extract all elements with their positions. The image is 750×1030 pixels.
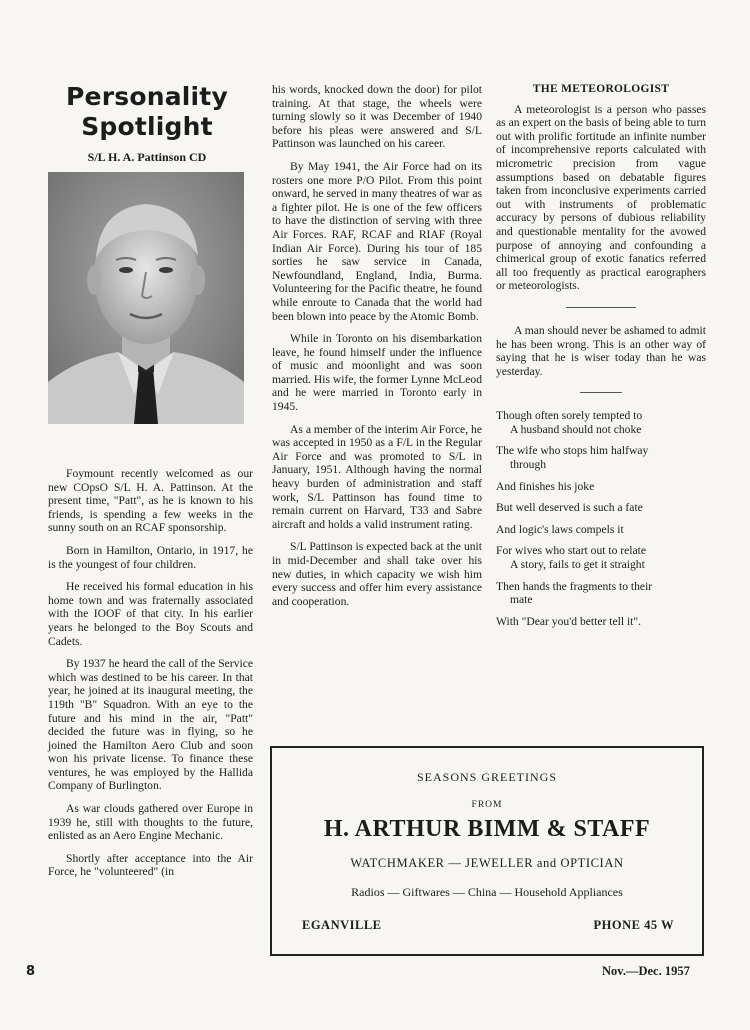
sidebar-column xyxy=(496,83,706,636)
ad-town: EGANVILLE xyxy=(302,918,382,932)
article-paragraph: Born in Hamilton, Ontario, in 1917, he is the youngest of four children. xyxy=(48,543,253,571)
article-paragraph: Shortly after acceptance into the Air Force, he "volunteered" (in xyxy=(48,851,253,879)
poem-line: And logic's laws compels it xyxy=(496,522,624,536)
poem xyxy=(496,409,706,628)
article-paragraph: Foymount recently welcomed as our new COpsO S/L H. A. Pattinson. At the present time, "Patt", as he is known to his friends, is spending a few weeks in the sunny south on an RCAF sponsorship. xyxy=(48,467,253,535)
article-paragraph: S/L Pattinson is expected back at the unit in mid-December and shall take over his new duties, in which capacity we wish him every success and offer him every assistance and cooperation. xyxy=(272,540,482,608)
ad-goods: Radios — Giftwares — China — Household Appliances xyxy=(351,885,623,899)
article-title xyxy=(48,82,246,142)
poem-line: Then hands the fragments to their mate xyxy=(496,579,653,607)
article-paragraph: He received his formal education in his home town and was fraternally associated with the IOOF of that city. In his earlier years he belonged to the Boy Scouts and Cadets. xyxy=(48,580,253,648)
article-column-1 xyxy=(48,467,253,888)
poem-line: Though often sorely tempted to A husband should not choke xyxy=(496,409,643,436)
ad-business-name: H. ARTHUR BIMM & STAFF xyxy=(323,816,651,842)
article-paragraph: By May 1941, the Air Force had on its rosters one more P/O Pilot. From this point onward, he served in many theatres of war as a fighter pilot. He is one of the few officers to have the distinction of serving with three Air Forces. RAF, RCAF and RIAF (Royal Indian Air Force). During his tour of 185 sorties he saw service in Canada, Newfoundland, England, India, Burma. Volunteering for the Pacific theatre, he found while enroute to Canada that the world had been blown into peace by the Atomic Bomb. xyxy=(272,159,482,323)
page-number: 8 xyxy=(26,964,36,979)
title-line-2: Spotlight xyxy=(81,112,213,141)
title-line-1: Personality xyxy=(66,82,228,111)
ad-from: FROM xyxy=(471,800,503,810)
advertisement-box xyxy=(270,746,704,956)
poem-line: The wife who stops him halfway through xyxy=(496,444,649,472)
ad-trade: WATCHMAKER — JEWELLER and OPTICIAN xyxy=(350,856,624,870)
poem-line: With "Dear you'd better tell it". xyxy=(496,614,642,628)
article-paragraph: By 1937 he heard the call of the Service which was destined to be his career. In that year, he joined at its inaugural meeting, the 119th "B" Squadron. With an eye to the future and his mind in the air, "Patt" decided the future was in flying, so he joined the Hamilton Aero Club and soon won his private license. To finance these ventures, he was employed by the Hallida Company of Burlington. xyxy=(48,657,253,793)
divider-rule xyxy=(566,307,636,308)
poem-line: But well deserved is such a fate xyxy=(496,501,643,515)
poem-line: For wives who start out to relate A story, fails to get it straight xyxy=(496,544,647,572)
divider-rule xyxy=(580,392,622,393)
article-paragraph: his words, knocked down the door) for pilot training. At that stage, the wheels were turning slowly so it was December of 1940 before his pleas were answered and S/L Pattinson was launched on his career. xyxy=(272,83,482,151)
portrait-photo-icon xyxy=(48,172,244,424)
ad-phone: PHONE 45 W xyxy=(593,918,674,932)
sidebar-heading: THE METEOROLOGIST xyxy=(532,83,670,95)
issue-date: Nov.—Dec. 1957 xyxy=(602,964,690,978)
poem-line: And finishes his joke xyxy=(496,479,595,493)
article-column-2 xyxy=(272,83,482,617)
sidebar-saying: A man should never be ashamed to admit he has been wrong. This is an other way of saying that he is wiser today than he was yesterday. xyxy=(496,323,706,378)
article-paragraph: As war clouds gathered over Europe in 1939 he, still with thoughts to the future, enlisted as an Aero Engine Mechanic. xyxy=(48,802,253,843)
article-paragraph: As a member of the interim Air Force, he was accepted in 1950 as a F/L in the Regular Air Force and was promoted to S/L in January, 1951. Although having the normal heavy burden of administration and staff work, S/L Pattinson has found time to remain current on Harvard, T33 and Sabre aircraft and holds a valid instrument rating. xyxy=(272,422,482,531)
article-byline: S/L H. A. Pattinson CD xyxy=(87,150,207,164)
article-paragraph: While in Toronto on his disembarkation leave, he found himself under the influence of music and moonlight and was soon married. His wife, the former Lynne McLeod and he were married in Toronto early in 1945. xyxy=(272,332,482,414)
ad-greeting: SEASONS GREETINGS xyxy=(416,770,557,784)
sidebar-definition: A meteorologist is a person who passes as an expert on the basis of being able to turn out with prolific fortitude an infinite number of incomprehensive reports calculated with micrometric precision from vague assumptions based on debatable figures taken from inconclusive experiments carried out with instruments of problematic accuracy by persons of dubious reliability and questionable mentality for the avowed purpose of annoying and confounding a chimerical group of exotic fanatics referred all too frequently as practical earographers or meteorologists. xyxy=(496,102,706,293)
portrait-photo xyxy=(48,172,244,424)
